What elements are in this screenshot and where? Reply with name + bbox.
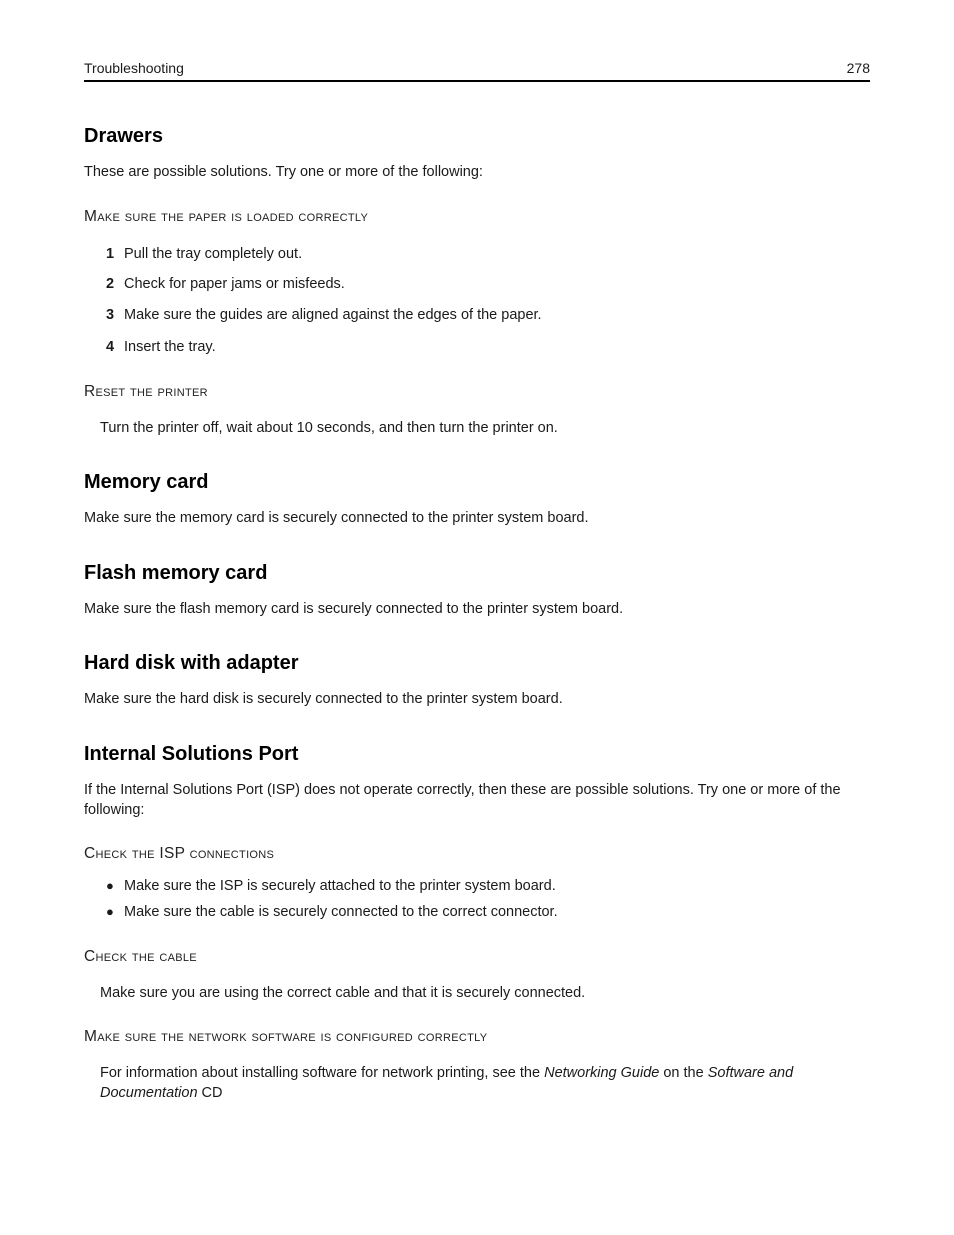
cd-title-part-2: Documentation: [100, 1085, 198, 1101]
network-software-text: [100, 1063, 870, 1103]
isp-heading: Internal Solutions Port: [84, 743, 299, 765]
cd-title-part-1: Software and: [707, 1065, 794, 1081]
network-text-end: CD: [197, 1085, 223, 1101]
bullet-text: Make sure the ISP is securely attached to the printer system board.: [124, 878, 556, 894]
step-text: Make sure the guides are aligned against the edges of the paper.: [124, 307, 542, 323]
header-section-title: Troubleshooting: [84, 60, 184, 76]
step-number: 4: [106, 339, 115, 355]
drawers-intro: These are possible solutions. Try one or more of the following:: [84, 164, 483, 180]
subheading-check-isp-connections: Check the ISP connections: [84, 845, 275, 862]
memory-card-text: Make sure the memory card is securely connected to the printer system board.: [84, 510, 589, 526]
list-item: [106, 876, 556, 896]
isp-intro-line-1: If the Internal Solutions Port (ISP) does not operate correctly, then these are possible solutions. Try one or more of the: [84, 782, 841, 798]
list-item: [106, 902, 558, 922]
networking-guide-title: Networking Guide: [544, 1065, 660, 1081]
page-header: [84, 60, 870, 82]
subheading-network-software: Make sure the network software is configured correctly: [84, 1028, 488, 1045]
step-text: Check for paper jams or misfeeds.: [124, 276, 345, 292]
subheading-reset-printer: Reset the printer: [84, 383, 208, 400]
flash-memory-card-heading: Flash memory card: [84, 562, 268, 584]
hard-disk-text: Make sure the hard disk is securely connected to the printer system board.: [84, 691, 563, 707]
step-text: Pull the tray completely out.: [124, 246, 303, 262]
reset-printer-text: Turn the printer off, wait about 10 seconds, and then turn the printer on.: [100, 420, 558, 436]
step-number: 2: [106, 276, 115, 292]
bullet-icon: ●: [106, 878, 114, 893]
list-item: [106, 274, 345, 294]
memory-card-heading: Memory card: [84, 471, 209, 493]
list-item: [106, 244, 302, 264]
network-text-before: For information about installing software for network printing, see the: [100, 1065, 545, 1081]
list-item: [106, 305, 542, 325]
list-item: [106, 337, 216, 357]
bullet-text: Make sure the cable is securely connected to the correct connector.: [124, 904, 558, 920]
network-text-mid: on the: [659, 1065, 708, 1081]
step-text: Insert the tray.: [124, 339, 216, 355]
bullet-icon: ●: [106, 904, 114, 919]
subheading-paper-loaded: Make sure the paper is loaded correctly: [84, 208, 369, 225]
isp-intro-line-2: following:: [84, 802, 145, 818]
step-number: 1: [106, 246, 115, 262]
hard-disk-heading: Hard disk with adapter: [84, 652, 299, 674]
isp-intro: [84, 780, 884, 820]
subheading-check-cable: Check the cable: [84, 948, 197, 965]
step-number: 3: [106, 307, 115, 323]
check-cable-text: Make sure you are using the correct cable and that it is securely connected.: [100, 985, 586, 1001]
flash-memory-card-text: Make sure the flash memory card is securely connected to the printer system board.: [84, 601, 624, 617]
drawers-heading: Drawers: [84, 125, 163, 147]
page-number: 278: [846, 60, 870, 76]
